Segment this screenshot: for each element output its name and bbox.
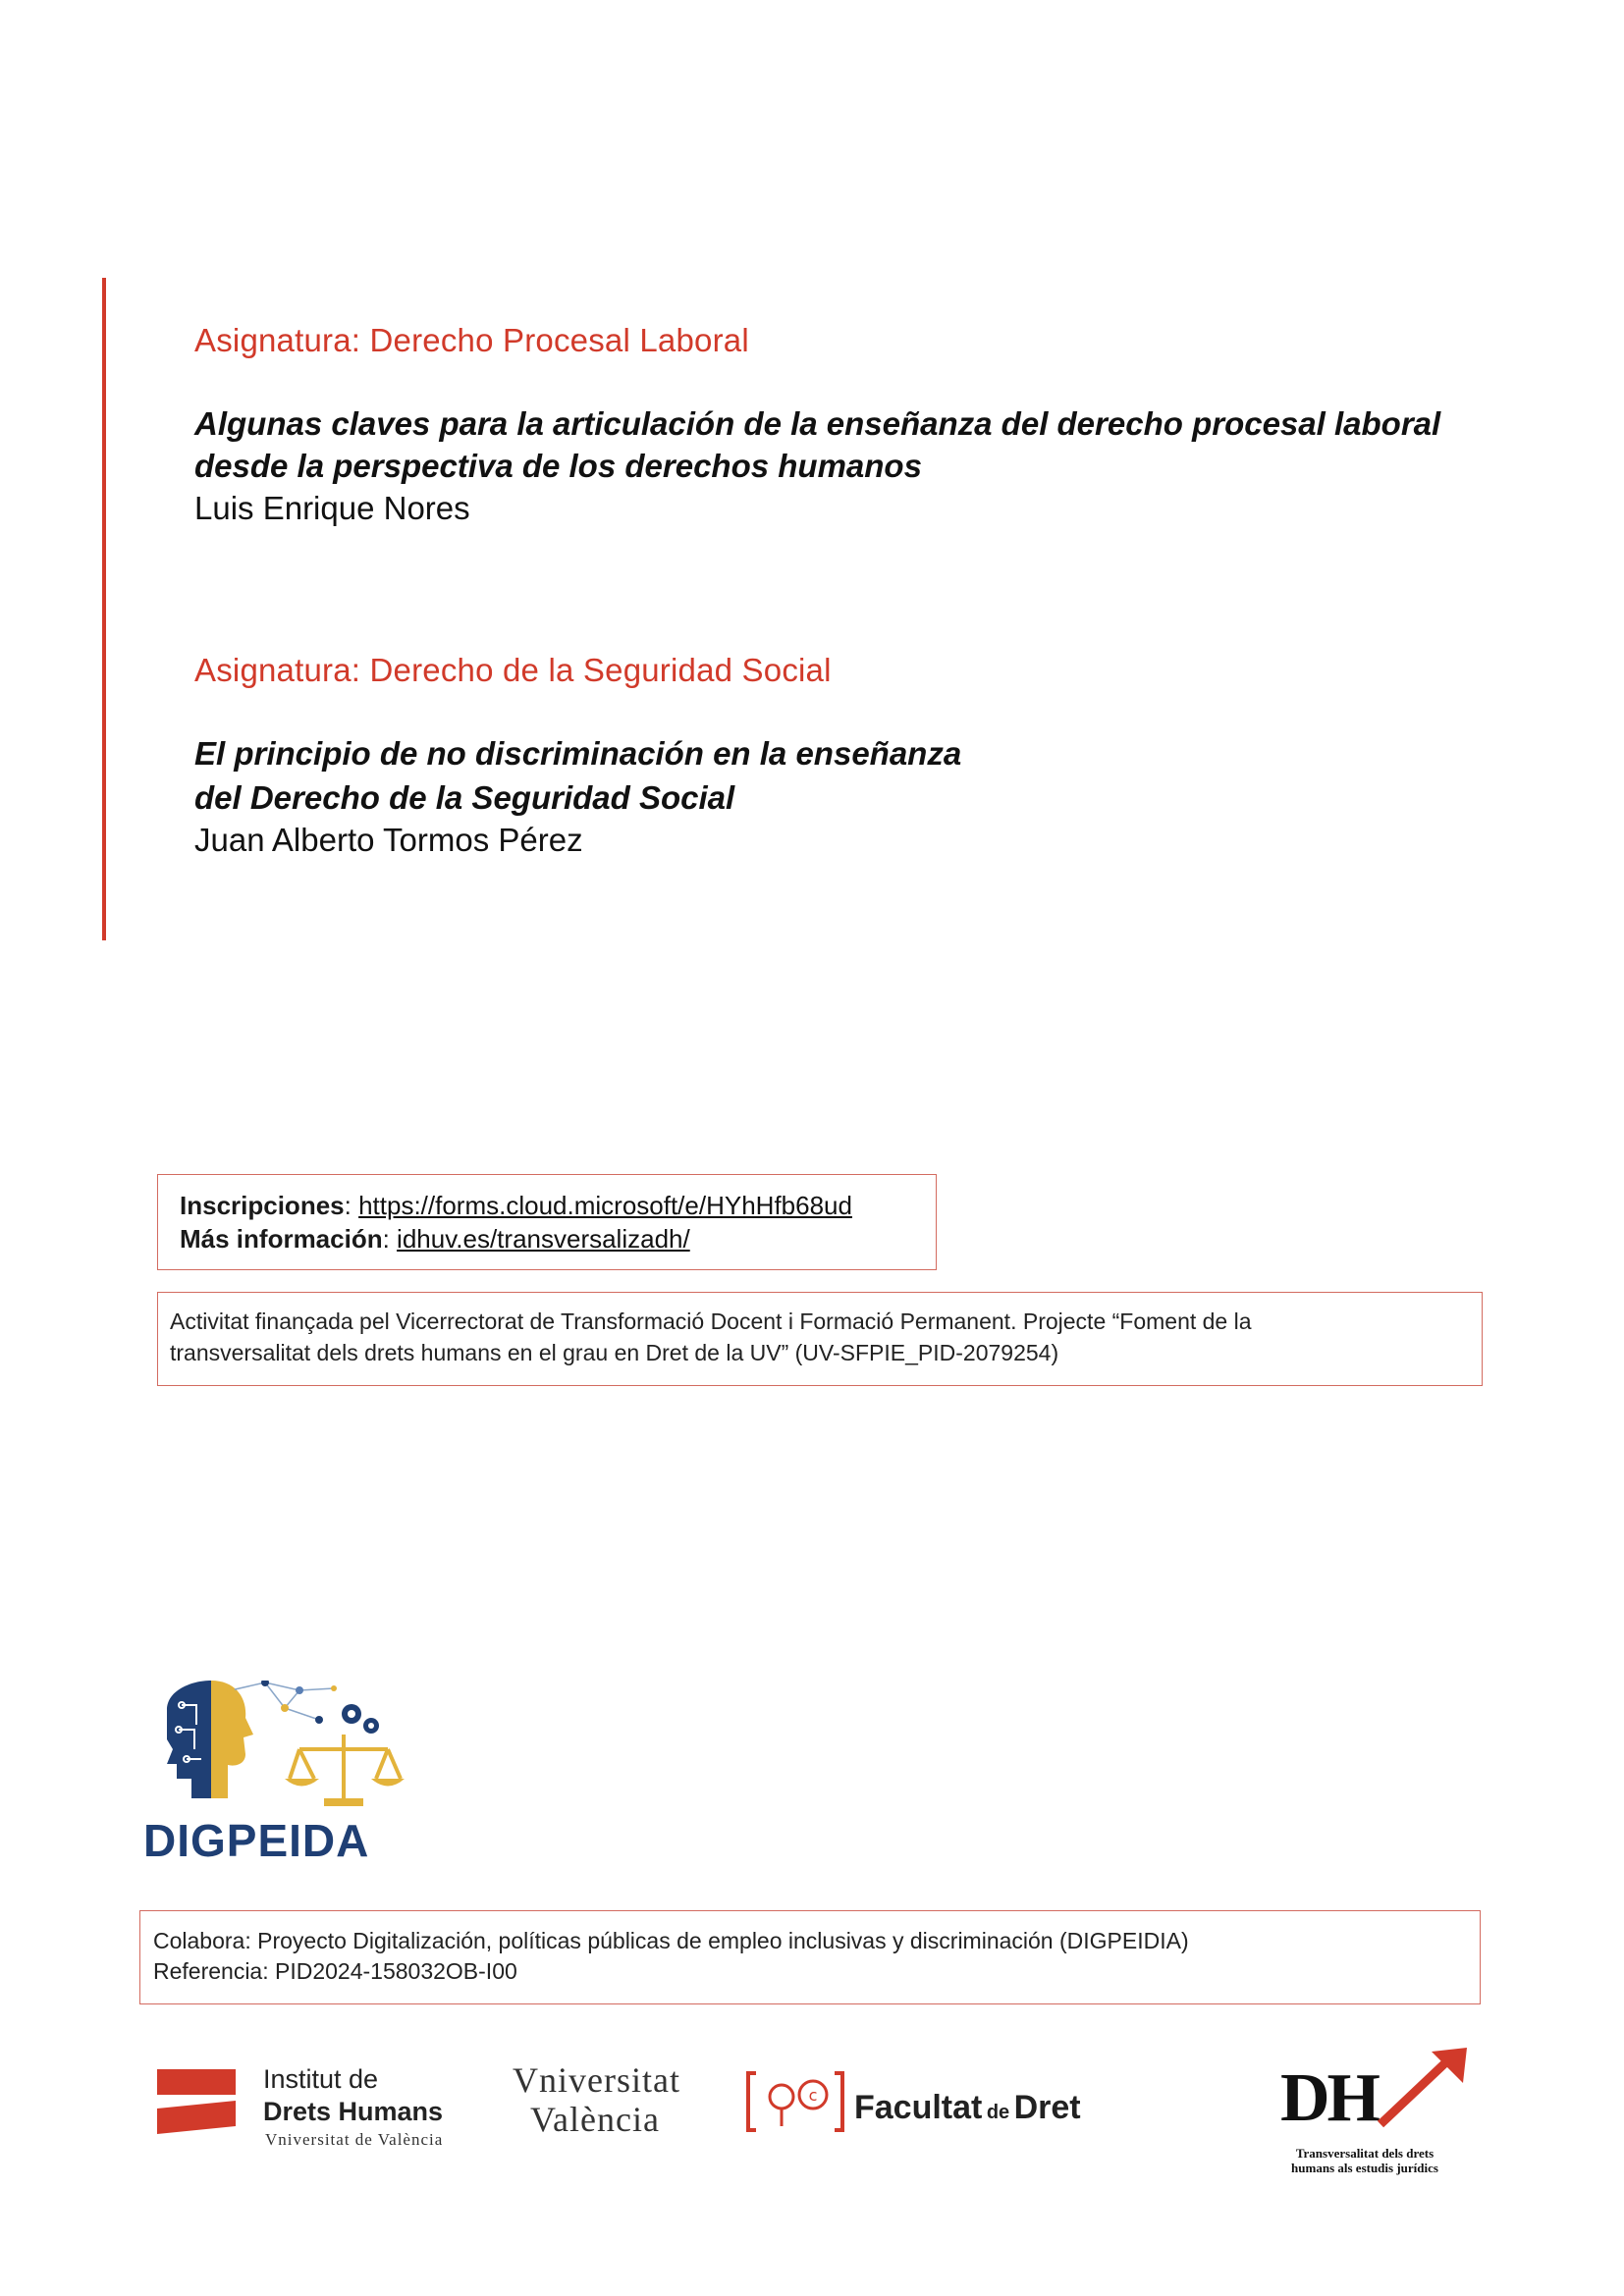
talk-title-1-line1: Algunas claves para la articulación de la enseñanza del derecho procesal laboral xyxy=(194,405,1441,442)
idh-logo-line3: Vniversitat de València xyxy=(265,2130,444,2149)
talk-title-2-line2: del Derecho de la Seguridad Social xyxy=(194,779,735,816)
more-info-label: Más información xyxy=(180,1224,383,1254)
facultat-de-word: de xyxy=(986,2102,1010,2123)
talk-title-1-line2: desde la perspectiva de los derechos humanos xyxy=(194,448,922,484)
funding-line-1: Activitat finançada pel Vicerrectorat de Transformació Docent i Formació Permanent. Projecte “Foment de la xyxy=(170,1308,1252,1334)
accent-vertical-rule xyxy=(102,278,106,940)
subject-heading-1: Asignatura: Derecho Procesal Laboral xyxy=(194,322,749,358)
speaker-name-2: Juan Alberto Tormos Pérez xyxy=(194,822,583,858)
digpeida-logo-text: DIGPEIDA xyxy=(143,1815,370,1866)
registration-info-box xyxy=(157,1174,937,1270)
uv-logo-line2: València xyxy=(530,2100,660,2139)
registration-line: Inscripciones: https://forms.cloud.microsoft/e/HYhHfb68ud xyxy=(180,1191,852,1220)
registration-link[interactable]: https://forms.cloud.microsoft/e/HYhHfb68ud xyxy=(358,1191,852,1220)
dh-caption-line1: Transversalitat dels drets xyxy=(1295,2146,1435,2161)
dh-logo-caption xyxy=(1267,2146,1463,2175)
facultat-logo-mark xyxy=(744,2067,846,2136)
dret-word: Dret xyxy=(1013,2089,1081,2126)
subject-heading-2: Asignatura: Derecho de la Seguridad Social xyxy=(194,652,832,688)
uv-logo-line1: Vniversitat xyxy=(513,2060,680,2100)
speaker-name-1: Luis Enrique Nores xyxy=(194,490,470,526)
svg-text:c: c xyxy=(808,2086,818,2105)
digpeida-logo-graphic xyxy=(137,1681,432,1818)
dh-logo-arrow xyxy=(1375,2048,1473,2130)
talk-title-2-line1: El principio de no discriminación en la enseñanza xyxy=(194,735,962,772)
dh-logo-text: DH xyxy=(1280,2060,1378,2136)
collaboration-line-1: Colabora: Proyecto Digitalización, políticas públicas de empleo inclusivas y discriminación (DIGPEIDIA) xyxy=(153,1928,1189,1953)
facultat-word: Facultat xyxy=(854,2089,983,2126)
more-info-line: Más información: idhuv.es/transversalizadh/ xyxy=(180,1224,690,1254)
dh-caption-line2: humans als estudis jurídics xyxy=(1291,2161,1438,2175)
facultat-logo-text xyxy=(854,2089,1081,2127)
collaboration-box xyxy=(139,1910,1481,2004)
funding-note-box xyxy=(157,1292,1483,1386)
idh-logo-line1: Institut de xyxy=(263,2064,379,2094)
funding-line-2: transversalitat dels drets humans en el grau en Dret de la UV” (UV-SFPIE_PID-2079254) xyxy=(170,1340,1059,1365)
idh-logo-line2: Drets Humans xyxy=(263,2097,444,2126)
collaboration-line-2: Referencia: PID2024-158032OB-I00 xyxy=(153,1958,517,1984)
more-info-link[interactable]: idhuv.es/transversalizadh/ xyxy=(397,1224,690,1254)
idh-logo-mark xyxy=(157,2069,238,2150)
registration-label: Inscripciones xyxy=(180,1191,345,1220)
